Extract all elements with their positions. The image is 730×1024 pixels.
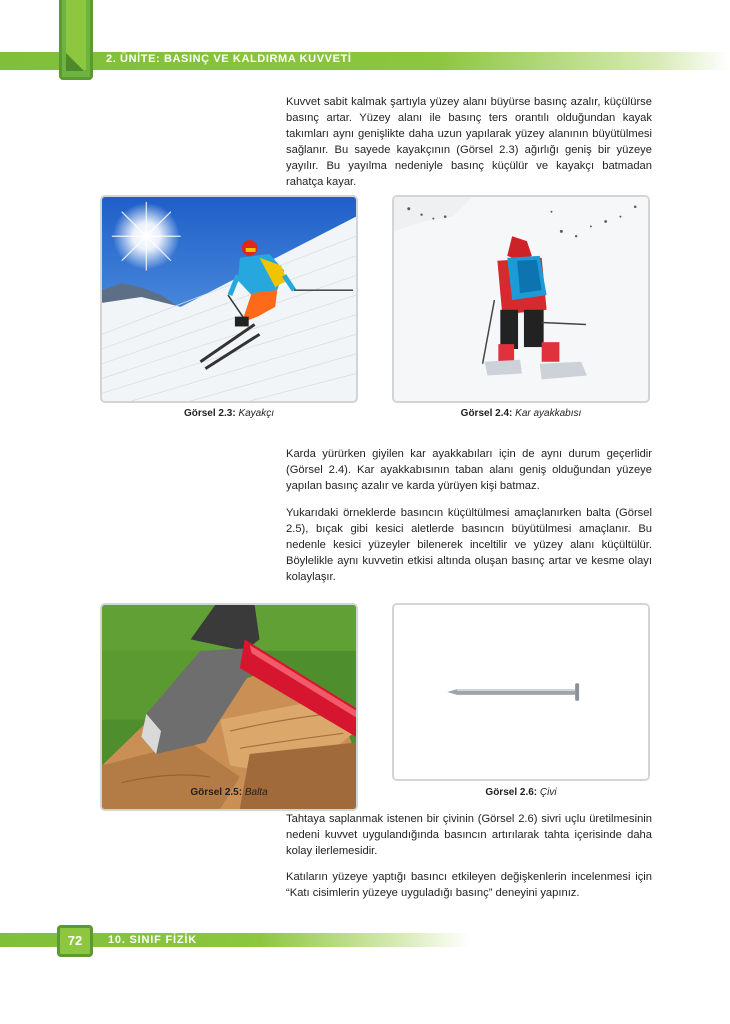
nail-photo [392, 603, 650, 781]
caption-skier [100, 408, 358, 419]
unit-title: 2. ÜNİTE: BASINÇ VE KALDIRMA KUVVETİ [106, 53, 352, 65]
caption-axe-text: Balta [244, 787, 268, 798]
caption-snowshoe [392, 408, 650, 419]
snowshoe-photo [392, 195, 650, 403]
caption-nail-label: Görsel 2.6: [485, 787, 538, 798]
book-title: 10. SINIF FİZİK [108, 934, 198, 946]
chapter-tab-corner [66, 53, 84, 71]
caption-axe [100, 787, 358, 798]
paragraph-experiment: Katıların yüzeye yaptığı basıncı etkileyen değişkenlerin incelenmesi için “Katı cisimlerin yüzeye uyguladığı basınç” deneyini yapınız. [286, 871, 652, 899]
caption-snowshoe-text: Kar ayakkabısı [515, 408, 582, 419]
caption-nail [392, 787, 650, 798]
skier-photo [100, 195, 358, 403]
caption-nail-text: Çivi [539, 787, 557, 798]
caption-skier-text: Kayakçı [238, 408, 275, 419]
paragraph-nail: Tahtaya saplanmak istenen bir çivinin (Görsel 2.6) sivri uçlu üretilmesinin nedeni kuvvet uygulandığında basıncın artırılarak tahta içerisinde daha kolay ilerlemesidir. [286, 813, 652, 857]
caption-skier-label: Görsel 2.3: [183, 408, 236, 419]
axe-photo [100, 603, 358, 811]
paragraph-cutting-tools: Yukarıdaki örneklerde basıncın küçültülmesi amaçlanırken balta (Görsel 2.5), bıçak gibi kesici aletlerde basıncın büyütülmesi amaçlanır. Bu nedenle kesici yüzeyler bilenerek inceltilir ve yüzey alanı küçültülür. Böylelikle aynı kuvvetin etkisi altında oluşan basınç artar ve kesme olayı kolaylaşır. [286, 507, 652, 583]
caption-snowshoe-label: Görsel 2.4: [460, 408, 513, 419]
page-number: 72 [57, 925, 93, 957]
caption-axe-label: Görsel 2.5: [190, 787, 243, 798]
chapter-tab [59, 0, 93, 80]
paragraph-snowshoe: Karda yürürken giyilen kar ayakkabıları için de aynı durum geçerlidir (Görsel 2.4). Kar ayakkabısının taban alanı geniş olduğundan yüzeye yapılan basınç azalır ve karda yürüyen kişi batmaz. [286, 448, 652, 492]
paragraph-ski-surface: Kuvvet sabit kalmak şartıyla yüzey alanı büyürse basınç azalır, küçülürse basınç artar. Yüzey alanı ile basınç ters orantılı olduğundan kayak takımları aynı genişlikte daha uzun yapılarak yüzey alanının büyütülmesi sağlanır. Bu sayede kayakçının (Görsel 2.3) ağırlığı geniş bir yüzeye yayılır. Bu yayılma nedeniyle basınç küçülür ve kayakçı batmadan rahatça kayar. [286, 96, 652, 188]
